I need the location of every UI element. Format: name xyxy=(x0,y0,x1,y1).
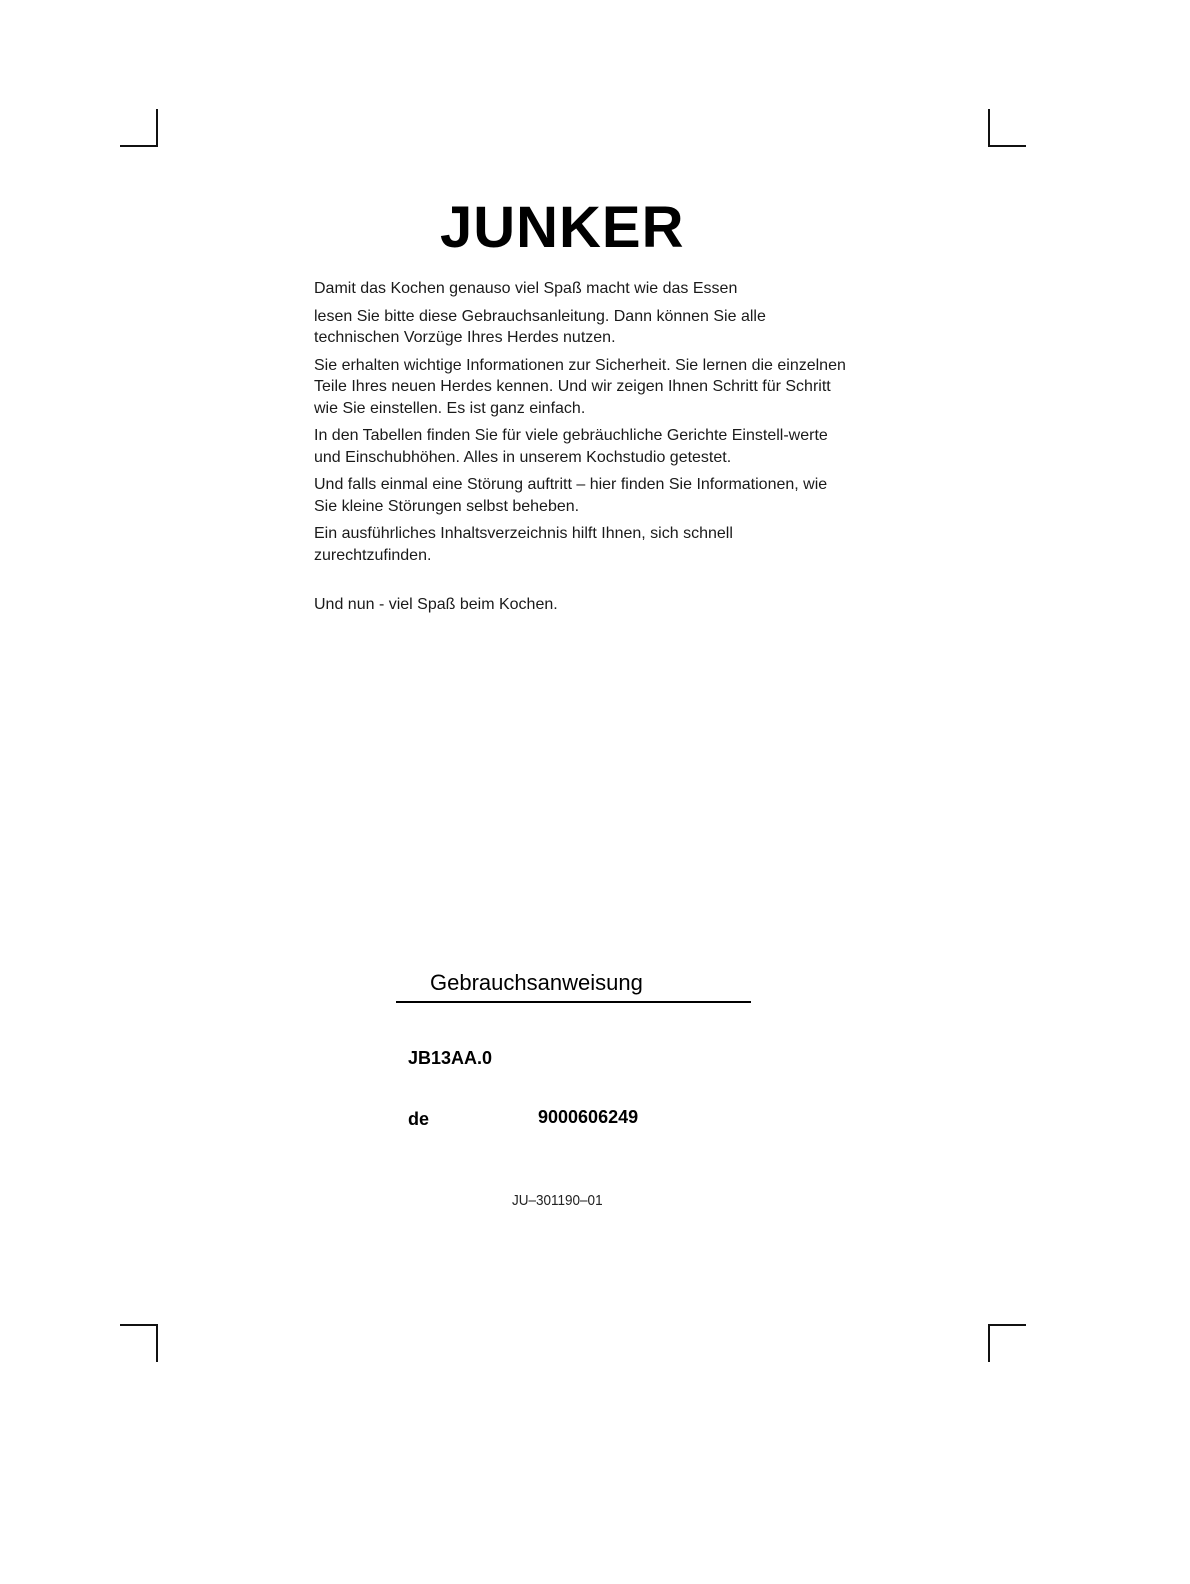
crop-mark-bottom-left xyxy=(120,1324,158,1362)
crop-mark-top-right xyxy=(988,109,1026,147)
intro-closing: Und nun - viel Spaß beim Kochen. xyxy=(314,596,558,613)
intro-paragraph: Und falls einmal eine Störung auftritt – hier finden Sie Informationen, wie Sie kleine Störungen selbst beheben. xyxy=(314,476,828,515)
document-title: Gebrauchsanweisung xyxy=(430,970,643,995)
intro-paragraph: Sie erhalten wichtige Informationen zur Sicherheit. Sie lernen die einzelnen Teile Ihres neuen Herdes kennen. Und wir zeigen Ihnen Schritt für Schritt wie Sie einstellen. Es ist ganz einfach. xyxy=(314,356,846,417)
intro-text xyxy=(314,278,854,622)
language-code: de xyxy=(408,1109,430,1129)
article-number: 9000606249 xyxy=(538,1107,639,1127)
intro-paragraph: Damit das Kochen genauso viel Spaß macht wie das Essen xyxy=(314,280,738,297)
document-code: JU–301190–01 xyxy=(512,1192,603,1209)
crop-mark-bottom-right xyxy=(988,1324,1026,1362)
intro-paragraph: lesen Sie bitte diese Gebrauchsanleitung. Dann können Sie alle technischen Vorzüge Ihres Herdes nutzen. xyxy=(314,307,766,346)
junker-logo: JUNKER xyxy=(440,195,685,260)
intro-paragraph: In den Tabellen finden Sie für viele gebräuchliche Gerichte Einstell-werte und Einschubhöhen. Alles in unserem Kochstudio getestet. xyxy=(314,427,828,466)
model-number: JB13AA.0 xyxy=(408,1048,493,1068)
intro-paragraph: Ein ausführliches Inhaltsverzeichnis hilft Ihnen, sich schnell zurechtzufinden. xyxy=(314,525,733,564)
crop-mark-top-left xyxy=(120,109,158,147)
title-underline xyxy=(396,1001,751,1003)
